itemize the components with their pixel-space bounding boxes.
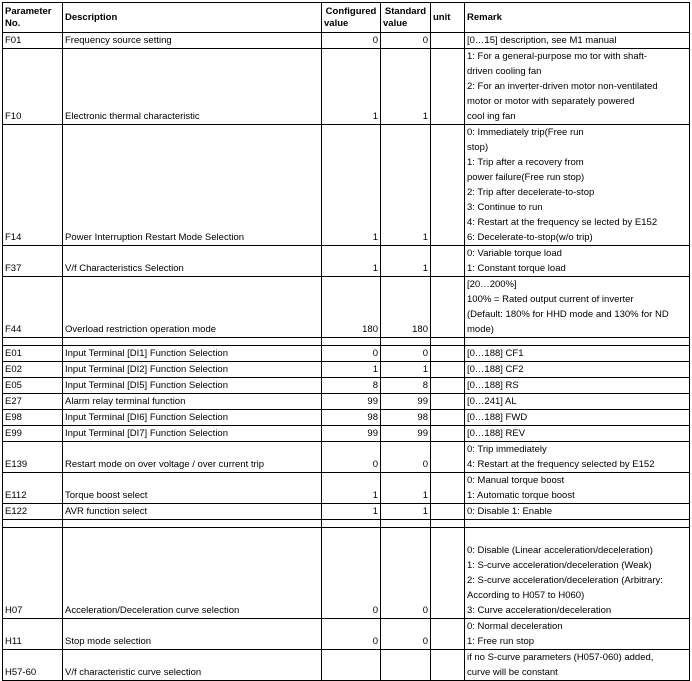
description-cell: Input Terminal [DI1] Function Selection xyxy=(63,346,322,362)
remark-line: cool ing fan xyxy=(467,111,516,122)
standard-value-cell: 0 xyxy=(381,619,431,650)
table-row xyxy=(3,410,690,426)
unit-cell xyxy=(431,426,465,442)
unit-cell xyxy=(431,394,465,410)
table-row xyxy=(3,504,690,520)
header-standard-value: Standard value xyxy=(381,3,431,33)
remark-line xyxy=(467,528,687,543)
standard-value-cell: 0 xyxy=(381,442,431,473)
remark-cell xyxy=(465,33,690,49)
configured-value-cell: 1 xyxy=(322,49,381,125)
remark-line: driven cooling fan xyxy=(467,66,542,77)
description-cell: Power Interruption Restart Mode Selection xyxy=(63,125,322,246)
remark-line: 0: Disable 1: Enable xyxy=(467,506,553,517)
spacer-cell xyxy=(465,520,690,528)
unit-cell xyxy=(431,473,465,504)
remark-line: 0: Manual torque boost xyxy=(467,475,565,486)
description-cell: AVR function select xyxy=(63,504,322,520)
spacer-cell xyxy=(3,520,63,528)
table-row xyxy=(3,346,690,362)
description-cell: Stop mode selection xyxy=(63,619,322,650)
remark-cell xyxy=(465,619,690,650)
description-cell: Input Terminal [DI6] Function Selection xyxy=(63,410,322,426)
unit-cell xyxy=(431,277,465,338)
table-row xyxy=(3,49,690,125)
remark-cell xyxy=(465,125,690,246)
param-no-cell: F44 xyxy=(3,277,63,338)
table-row xyxy=(3,246,690,277)
table-row xyxy=(3,619,690,650)
table-row xyxy=(3,277,690,338)
standard-value-cell: 99 xyxy=(381,426,431,442)
table-row xyxy=(3,378,690,394)
param-no-cell: E27 xyxy=(3,394,63,410)
param-no-cell: E05 xyxy=(3,378,63,394)
spacer-cell xyxy=(381,338,431,346)
header-parameter-no: Parameter No. xyxy=(3,3,63,33)
description-cell: Electronic thermal characteristic xyxy=(63,49,322,125)
param-no-cell: E139 xyxy=(3,442,63,473)
remark-line: [0…241] AL xyxy=(467,396,517,407)
unit-cell xyxy=(431,410,465,426)
remark-line: 1: Constant torque load xyxy=(467,263,566,274)
description-cell: Input Terminal [DI7] Function Selection xyxy=(63,426,322,442)
configured-value-cell: 1 xyxy=(322,473,381,504)
spacer-cell xyxy=(322,520,381,528)
remark-line: (Default: 180% for HHD mode and 130% for ND xyxy=(467,309,669,320)
unit-cell xyxy=(431,346,465,362)
table-row xyxy=(3,442,690,473)
configured-value-cell: 1 xyxy=(322,504,381,520)
remark-cell xyxy=(465,650,690,681)
spacer-row xyxy=(3,520,690,528)
remark-line: [0…15] description, see M1 manual xyxy=(467,35,617,46)
standard-value-cell: 99 xyxy=(381,394,431,410)
configured-value-cell: 99 xyxy=(322,426,381,442)
standard-value-cell: 1 xyxy=(381,125,431,246)
standard-value-cell: 98 xyxy=(381,410,431,426)
standard-value-cell: 1 xyxy=(381,504,431,520)
table-row xyxy=(3,125,690,246)
remark-line: [0…188] CF2 xyxy=(467,364,524,375)
remark-cell xyxy=(465,362,690,378)
remark-line: 1: S-curve acceleration/deceleration (Weak) xyxy=(467,560,652,571)
configured-value-cell xyxy=(322,650,381,681)
parameter-table xyxy=(2,2,690,681)
configured-value-cell: 1 xyxy=(322,125,381,246)
remark-line: 0: Immediately trip(Free run xyxy=(467,127,584,138)
remark-line: 2: S-curve acceleration/deceleration (Arbitrary: xyxy=(467,575,663,586)
remark-line: 1: For a general-purpose mo tor with shaft- xyxy=(467,51,648,62)
standard-value-cell: 1 xyxy=(381,246,431,277)
remark-line: motor or motor with separately powered xyxy=(467,96,635,107)
remark-line: stop) xyxy=(467,142,489,153)
table-row xyxy=(3,33,690,49)
header-description: Description xyxy=(63,3,322,33)
table-row xyxy=(3,362,690,378)
param-no-cell: F10 xyxy=(3,49,63,125)
remark-line: 0: Disable (Linear acceleration/deceleration) xyxy=(467,545,653,556)
table-row xyxy=(3,528,690,619)
standard-value-cell: 0 xyxy=(381,33,431,49)
description-cell: Torque boost select xyxy=(63,473,322,504)
remark-cell xyxy=(465,473,690,504)
param-no-cell: F01 xyxy=(3,33,63,49)
unit-cell xyxy=(431,650,465,681)
remark-cell xyxy=(465,378,690,394)
configured-value-cell: 0 xyxy=(322,528,381,619)
remark-cell xyxy=(465,49,690,125)
remark-line: According to H057 to H060) xyxy=(467,590,585,601)
param-no-cell: H07 xyxy=(3,528,63,619)
configured-value-cell: 98 xyxy=(322,410,381,426)
unit-cell xyxy=(431,33,465,49)
remark-line: 6: Decelerate-to-stop(w/o trip) xyxy=(467,232,593,243)
spacer-cell xyxy=(381,520,431,528)
configured-value-cell: 0 xyxy=(322,619,381,650)
spacer-cell xyxy=(3,338,63,346)
remark-line: 100% = Rated output current of inverter xyxy=(467,294,634,305)
remark-cell xyxy=(465,504,690,520)
unit-cell xyxy=(431,619,465,650)
remark-cell xyxy=(465,246,690,277)
description-cell: Frequency source setting xyxy=(63,33,322,49)
header-unit: unit xyxy=(431,3,465,33)
configured-value-cell: 0 xyxy=(322,33,381,49)
description-cell: Restart mode on over voltage / over current trip xyxy=(63,442,322,473)
description-cell: Input Terminal [DI2] Function Selection xyxy=(63,362,322,378)
unit-cell xyxy=(431,246,465,277)
configured-value-cell: 0 xyxy=(322,346,381,362)
configured-value-cell: 180 xyxy=(322,277,381,338)
remark-cell xyxy=(465,346,690,362)
remark-line: 3: Curve acceleration/deceleration xyxy=(467,605,612,616)
remark-line: 0: Variable torque load xyxy=(467,248,562,259)
param-no-cell: E112 xyxy=(3,473,63,504)
unit-cell xyxy=(431,49,465,125)
remark-cell xyxy=(465,410,690,426)
standard-value-cell: 1 xyxy=(381,49,431,125)
unit-cell xyxy=(431,378,465,394)
param-no-cell: E02 xyxy=(3,362,63,378)
unit-cell xyxy=(431,528,465,619)
standard-value-cell: 0 xyxy=(381,528,431,619)
configured-value-cell: 1 xyxy=(322,362,381,378)
remark-line: 1: Free run stop xyxy=(467,636,535,647)
standard-value-cell: 8 xyxy=(381,378,431,394)
description-cell: Overload restriction operation mode xyxy=(63,277,322,338)
unit-cell xyxy=(431,125,465,246)
table-row xyxy=(3,394,690,410)
remark-cell xyxy=(465,528,690,619)
remark-line: curve will be constant xyxy=(467,667,558,678)
description-cell: Input Terminal [DI5] Function Selection xyxy=(63,378,322,394)
header-remark: Remark xyxy=(465,3,690,33)
remark-line: 2: Trip after decelerate-to-stop xyxy=(467,187,595,198)
spacer-cell xyxy=(63,338,322,346)
remark-line: [0…188] REV xyxy=(467,428,526,439)
remark-cell xyxy=(465,426,690,442)
param-no-cell: F14 xyxy=(3,125,63,246)
remark-line: 4: Restart at the frequency se lected by E152 xyxy=(467,217,658,228)
table-row xyxy=(3,473,690,504)
param-no-cell: F37 xyxy=(3,246,63,277)
param-no-cell: E122 xyxy=(3,504,63,520)
remark-line: mode) xyxy=(467,324,494,335)
spacer-cell xyxy=(431,338,465,346)
remark-line: 0: Normal deceleration xyxy=(467,621,563,632)
unit-cell xyxy=(431,442,465,473)
header-row xyxy=(3,3,690,33)
description-cell: V/f characteristic curve selection xyxy=(63,650,322,681)
spacer-cell xyxy=(322,338,381,346)
remark-line: [20…200%] xyxy=(467,279,517,290)
remark-line: 4: Restart at the frequency selected by E152 xyxy=(467,459,655,470)
spacer-row xyxy=(3,338,690,346)
remark-cell xyxy=(465,277,690,338)
spacer-cell xyxy=(465,338,690,346)
remark-line: if no S-curve parameters (H057-060) added, xyxy=(467,652,654,663)
configured-value-cell: 1 xyxy=(322,246,381,277)
remark-line: power failure(Free run stop) xyxy=(467,172,585,183)
configured-value-cell: 8 xyxy=(322,378,381,394)
description-cell: Acceleration/Deceleration curve selection xyxy=(63,528,322,619)
remark-line: 2: For an inverter-driven motor non-ventilated xyxy=(467,81,658,92)
remark-line: [0…188] RS xyxy=(467,380,519,391)
param-no-cell: E98 xyxy=(3,410,63,426)
header-configured-value: Configured value xyxy=(322,3,381,33)
unit-cell xyxy=(431,362,465,378)
remark-line: [0…188] FWD xyxy=(467,412,528,423)
remark-cell xyxy=(465,442,690,473)
standard-value-cell: 1 xyxy=(381,362,431,378)
remark-line: [0…188] CF1 xyxy=(467,348,524,359)
standard-value-cell: 1 xyxy=(381,473,431,504)
param-no-cell: E01 xyxy=(3,346,63,362)
standard-value-cell: 180 xyxy=(381,277,431,338)
remark-line: 1: Trip after a recovery from xyxy=(467,157,584,168)
spacer-cell xyxy=(63,520,322,528)
description-cell: Alarm relay terminal function xyxy=(63,394,322,410)
remark-line: 3: Continue to run xyxy=(467,202,543,213)
table-row xyxy=(3,426,690,442)
description-cell: V/f Characteristics Selection xyxy=(63,246,322,277)
spacer-cell xyxy=(431,520,465,528)
remark-cell xyxy=(465,394,690,410)
standard-value-cell xyxy=(381,650,431,681)
param-no-cell: E99 xyxy=(3,426,63,442)
standard-value-cell: 0 xyxy=(381,346,431,362)
table-row xyxy=(3,650,690,681)
param-no-cell: H11 xyxy=(3,619,63,650)
configured-value-cell: 0 xyxy=(322,442,381,473)
remark-line: 0: Trip immediately xyxy=(467,444,547,455)
param-no-cell: H57-60 xyxy=(3,650,63,681)
unit-cell xyxy=(431,504,465,520)
remark-line: 1: Automatic torque boost xyxy=(467,490,575,501)
configured-value-cell: 99 xyxy=(322,394,381,410)
